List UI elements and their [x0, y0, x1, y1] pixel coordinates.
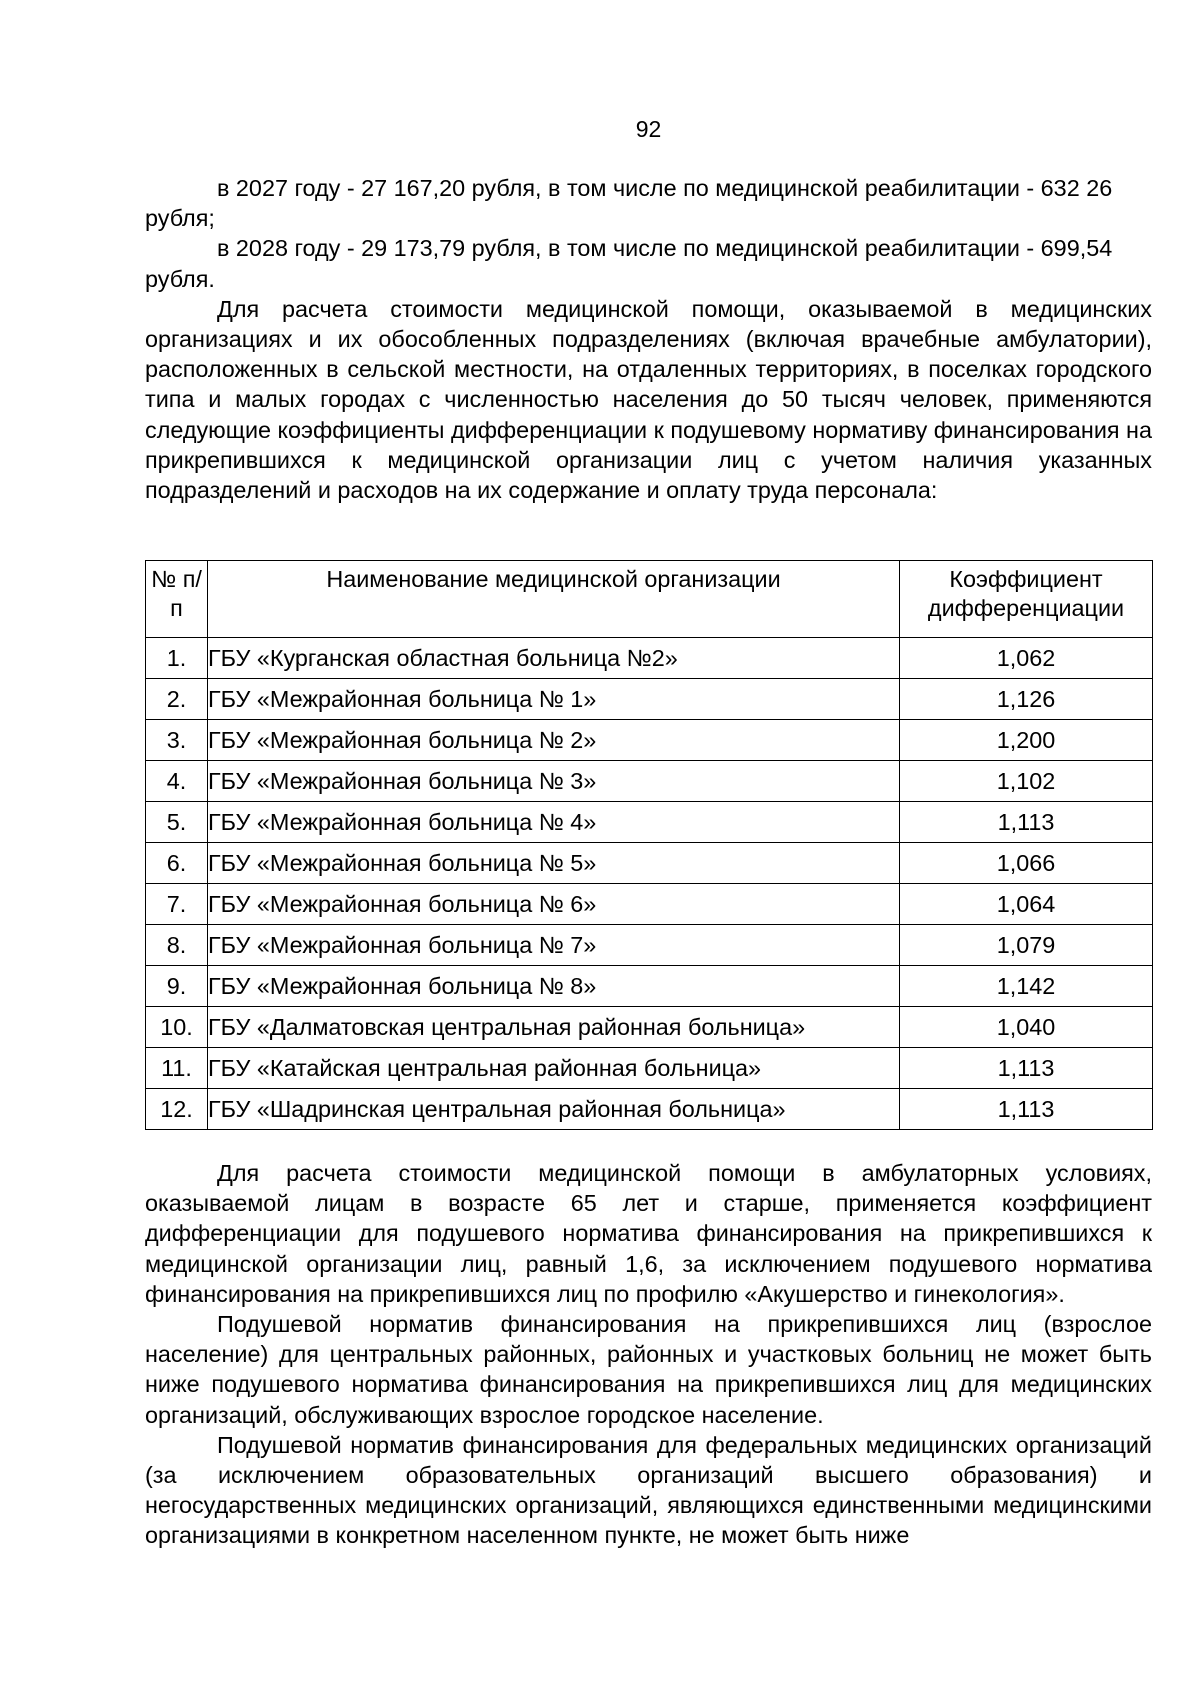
paragraph-2027: в 2027 году - 27 167,20 рубля, в том числе по медицинской реабилитации - 632 26 рубля;	[145, 175, 1113, 232]
organization-name: ГБУ «Межрайонная больница № 2»	[208, 720, 900, 761]
table-row	[146, 1089, 1153, 1130]
table-row	[146, 679, 1153, 720]
organization-name: ГБУ «Межрайонная больница № 1»	[208, 679, 900, 720]
row-number: 1.	[146, 638, 208, 679]
coefficient-value: 1,126	[900, 679, 1153, 720]
organization-name: ГБУ «Шадринская центральная районная больница»	[208, 1089, 900, 1130]
row-number: 12.	[146, 1089, 208, 1130]
coefficient-value: 1,200	[900, 720, 1153, 761]
organization-name: ГБУ «Межрайонная больница № 6»	[208, 884, 900, 925]
row-number: 2.	[146, 679, 208, 720]
row-number: 10.	[146, 1007, 208, 1048]
row-number: 11.	[146, 1048, 208, 1089]
page-number: 92	[635, 116, 662, 142]
coefficient-value: 1,064	[900, 884, 1153, 925]
organization-name: ГБУ «Межрайонная больница № 3»	[208, 761, 900, 802]
table-row	[146, 843, 1153, 884]
table-row	[146, 884, 1153, 925]
organization-name: ГБУ «Межрайонная больница № 7»	[208, 925, 900, 966]
paragraph-rural-norm: Подушевой норматив финансирования на прикрепившихся лиц (взрослое население) для центральных районных, районных и участковых больниц не может быть ниже подушевого норматива финансирования на прикрепившихся лиц для медицинских организаций, обслуживающих взрослое городское население.	[145, 1311, 1152, 1428]
organization-name: ГБУ «Далматовская центральная районная больница»	[208, 1007, 900, 1048]
row-number: 6.	[146, 843, 208, 884]
coefficients-table	[145, 560, 1153, 1130]
table-row	[146, 638, 1153, 679]
header-name: Наименование медицинской организации	[208, 561, 900, 638]
paragraph-2028: в 2028 году - 29 173,79 рубля, в том числе по медицинской реабилитации - 699,54 рубля.	[145, 235, 1113, 292]
row-number: 3.	[146, 720, 208, 761]
organization-name: ГБУ «Межрайонная больница № 5»	[208, 843, 900, 884]
closing-text	[145, 1158, 1152, 1551]
paragraph-federal-norm: Подушевой норматив финансирования для федеральных медицинских организаций (за исключением образовательных организаций высшего образования) и негосударственных медицинских организаций, являющихся единственными медицинскими организациями в конкретном населенном пункте, не может быть ниже	[145, 1431, 1152, 1549]
organization-name: ГБУ «Межрайонная больница № 8»	[208, 966, 900, 1007]
table-row	[146, 720, 1153, 761]
table-header-row	[146, 561, 1153, 638]
row-number: 5.	[146, 802, 208, 843]
header-num: № п/п	[146, 561, 208, 638]
row-number: 9.	[146, 966, 208, 1007]
paragraph-elderly-coefficient: Для расчета стоимости медицинской помощи в амбулаторных условиях, оказываемой лицам в возрасте 65 лет и старше, применяется коэффициент дифференциации для подушевого норматива финансирования на прикрепившихся к медицинской организации лиц, равный 1,6, за исключением подушевого норматива финансирования на прикрепившихся лиц по профилю «Акушерство и гинекология».	[145, 1160, 1152, 1307]
table-row	[146, 802, 1153, 843]
coefficient-value: 1,102	[900, 761, 1153, 802]
organization-name: ГБУ «Катайская центральная районная больница»	[208, 1048, 900, 1089]
table-row	[146, 761, 1153, 802]
paragraph-coefficients-intro: Для расчета стоимости медицинской помощи, оказываемой в медицинских организациях и их обособленных подразделениях (включая врачебные амбулатории), расположенных в сельской местности, на отдаленных территориях, в поселках городского типа и малых городах с численностью населения до 50 тысяч человек, применяются следующие коэффициенты дифференциации к подушевому нормативу финансирования на прикрепившихся к медицинской организации лиц с учетом наличия указанных подразделений и расходов на их содержание и оплату труда персонала:	[145, 295, 1152, 504]
coefficient-value: 1,040	[900, 1007, 1153, 1048]
coefficient-value: 1,079	[900, 925, 1153, 966]
coefficient-value: 1,113	[900, 1048, 1153, 1089]
organization-name: ГБУ «Курганская областная больница №2»	[208, 638, 900, 679]
intro-text	[145, 173, 1152, 505]
table-row	[146, 1048, 1153, 1089]
coefficient-value: 1,142	[900, 966, 1153, 1007]
coefficient-value: 1,113	[900, 802, 1153, 843]
row-number: 7.	[146, 884, 208, 925]
table-row	[146, 966, 1153, 1007]
row-number: 8.	[146, 925, 208, 966]
header-coef: Коэффициент дифференциации	[900, 561, 1153, 638]
coefficient-value: 1,113	[900, 1089, 1153, 1130]
table-row	[146, 925, 1153, 966]
coefficient-value: 1,062	[900, 638, 1153, 679]
coefficient-value: 1,066	[900, 843, 1153, 884]
table-row	[146, 1007, 1153, 1048]
row-number: 4.	[146, 761, 208, 802]
organization-name: ГБУ «Межрайонная больница № 4»	[208, 802, 900, 843]
